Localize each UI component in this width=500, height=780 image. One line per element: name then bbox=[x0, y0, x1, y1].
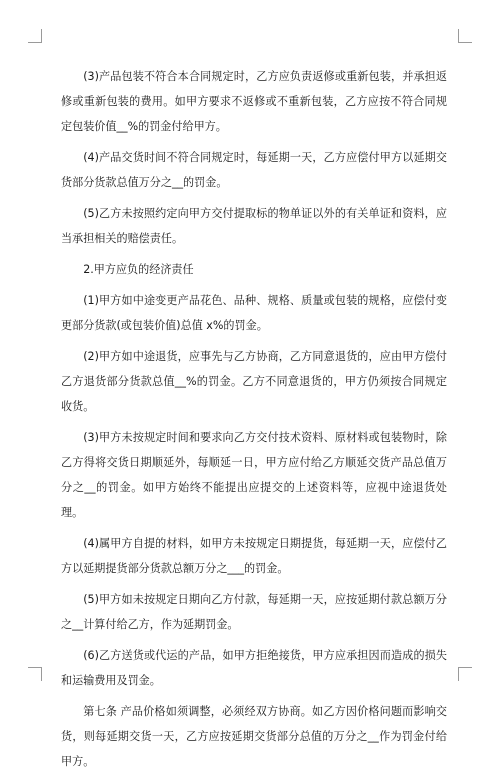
paragraph-technical-materials: (3)甲方未按规定时间和要求向乙方交付技术资料、原材料或包装物时，除乙方得将交货日期顺延外，每顺延一日，甲方应付给乙方顺延交货产品总值万分之__的罚金。如甲方始终不能提出应提交的上述资料等，应视中途退货处理。 bbox=[61, 431, 447, 519]
paragraph-packaging-penalty: (3)产品包装不符合本合同规定时，乙方应负责返修或重新包装，并承担返修或重新包装的费用。如甲方要求不返修或不重新包装，乙方应按不符合同规定包装价值__%的罚金付给甲方。 bbox=[61, 70, 447, 133]
corner-mark-bottom-left bbox=[28, 667, 42, 681]
section-heading-buyer-liability: 2.甲方应负的经济责任 bbox=[83, 263, 194, 276]
paragraph-documents-liability: (5)乙方未按照约定向甲方交付提取标的物单证以外的有关单证和资料，应当承担相关的赔偿责任。 bbox=[61, 207, 447, 245]
paragraph-self-pickup: (4)属甲方自提的材料，如甲方未按规定日期提货，每延期一天，应偿付乙方以延期提货部分货款总额万分之___的罚金。 bbox=[61, 537, 447, 575]
corner-mark-bottom-right bbox=[458, 667, 472, 681]
document-body bbox=[61, 64, 447, 780]
paragraph-late-delivery-penalty: (4)产品交货时间不符合同规定时，每延期一天，乙方应偿付甲方以延期交货部分货款总值万分之__的罚金。 bbox=[61, 151, 447, 189]
paragraph-late-payment: (5)甲方如未按规定日期向乙方付款，每延期一天，应按延期付款总额万分之__计算付给乙方，作为延期罚金。 bbox=[61, 593, 447, 631]
paragraph-return-goods: (2)甲方如中途退货，应事先与乙方协商，乙方同意退货的，应由甲方偿付乙方退货部分货款总值__%的罚金。乙方不同意退货的，甲方仍须按合同规定收货。 bbox=[61, 350, 447, 413]
paragraph-change-specification: (1)甲方如中途变更产品花色、品种、规格、质量或包装的规格，应偿付变更部分货款(或包装价值)总值 x%的罚金。 bbox=[61, 294, 447, 332]
corner-mark-top-right bbox=[458, 29, 472, 43]
paragraph-refuse-delivery: (6)乙方送货或代运的产品，如甲方拒绝接货，甲方应承担因而造成的损失和运输费用及罚金。 bbox=[61, 649, 447, 687]
corner-mark-top-left bbox=[28, 29, 42, 43]
article-seven-price-adjustment: 第七条 产品价格如须调整，必须经双方协商。如乙方因价格问题而影响交货，则每延期交货一天，乙方应按延期交货部分总值的万分之__作为罚金付给甲方。 bbox=[61, 705, 447, 768]
